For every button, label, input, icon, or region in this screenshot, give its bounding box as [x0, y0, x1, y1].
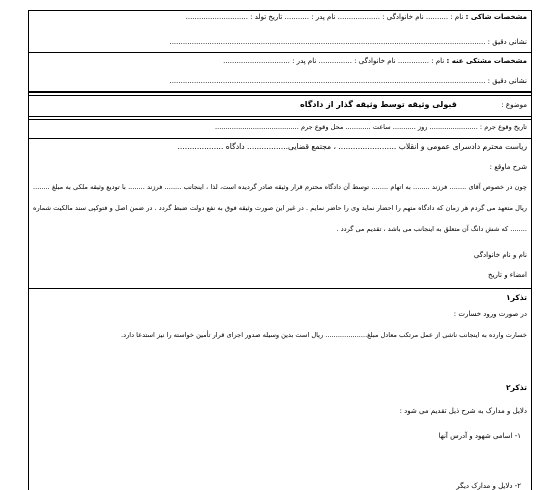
note2-line1: دلایل و مدارک به شرح ذیل تقدیم می شود :	[399, 407, 527, 415]
complaint-form	[28, 10, 532, 490]
explanation-text: چون در خصوص آقای ........ فرزند ........ به اتهام ........ توسط آن دادگاه محترم قرار وثیقه صادر گردیده است، لذا ، اینجانب ........ فرزند ........ با تودیع وثیقه ملکی به مبلغ ........ ریال متعهد می گردم هر زمان که دادگاه متهم را احضار نماید وی را حاضر نمایم . در غیر این صورت وثیقه فوق به نفع دولت ضبط گردد . در ضمن اصل و فتوکپی سند مالکیت شماره ........ که شش دانگ آن متعلق به اینجانب می باشد ، تقدیم می گردد .	[33, 183, 527, 233]
subject-value: قبولی وثیقه توسط وثیقه گذار از دادگاه	[300, 100, 457, 109]
defendant-fields: نام : .............. نام خانوادگی : ............... نام پدر : ..............................	[223, 57, 445, 65]
note1-text: خسارت وارده به اینجانب ناشی از عمل مرتکب معادل مبلغ.................... ریال است بدین وسیله صدور اجرای قرار تأمین خواسته را نیز استدعا دارد.	[121, 331, 527, 339]
divider	[29, 119, 531, 120]
subject-row	[33, 100, 527, 109]
signature-date: امضاء و تاریخ	[488, 271, 527, 279]
divider	[29, 116, 531, 117]
defendant-label: مشخصات مشتکی عنه :	[446, 57, 527, 65]
note2-item1: ۱- اسامی شهود و آدرس آنها	[438, 432, 521, 440]
divider	[29, 95, 531, 96]
complainant-row	[33, 13, 527, 21]
subject-label: موضوع :	[501, 101, 527, 109]
crime-info: تاریخ وقوع جرم : ....................... روز ........... ساعت ............ محل وقوع جرم ........................................	[215, 123, 527, 131]
defendant-address: نشانی دقیق : ..............................................................................................................................................	[169, 77, 527, 85]
complainant-fields: نام : .......... نام خانوادگی : ................... نام پدر : ........... تاریخ تولد : ............................	[185, 13, 464, 21]
defendant-row	[33, 57, 527, 65]
complainant-address: نشانی دقیق : ..............................................................................................................................................	[169, 38, 527, 46]
divider	[29, 138, 531, 139]
divider	[29, 91, 531, 93]
divider	[29, 52, 531, 53]
note1-line1: در صورت ورود خسارت :	[453, 310, 527, 318]
explanation-label: شرح ماوقع :	[489, 163, 527, 171]
note1-title: تذکر۱	[505, 293, 527, 302]
complainant-label: مشخصات شاکی :	[465, 13, 527, 21]
note2-item2: ۲- دلایل و مدارک دیگر	[456, 482, 521, 490]
signature-name: نام و نام خانوادگی	[473, 251, 527, 259]
note2-title: تذکر۲	[505, 383, 527, 392]
court-header: ریاست محترم دادسرای عمومی و انقلاب ........................ ، مجتمع قضایی................. دادگاه ...................	[177, 142, 527, 151]
divider	[29, 288, 531, 289]
